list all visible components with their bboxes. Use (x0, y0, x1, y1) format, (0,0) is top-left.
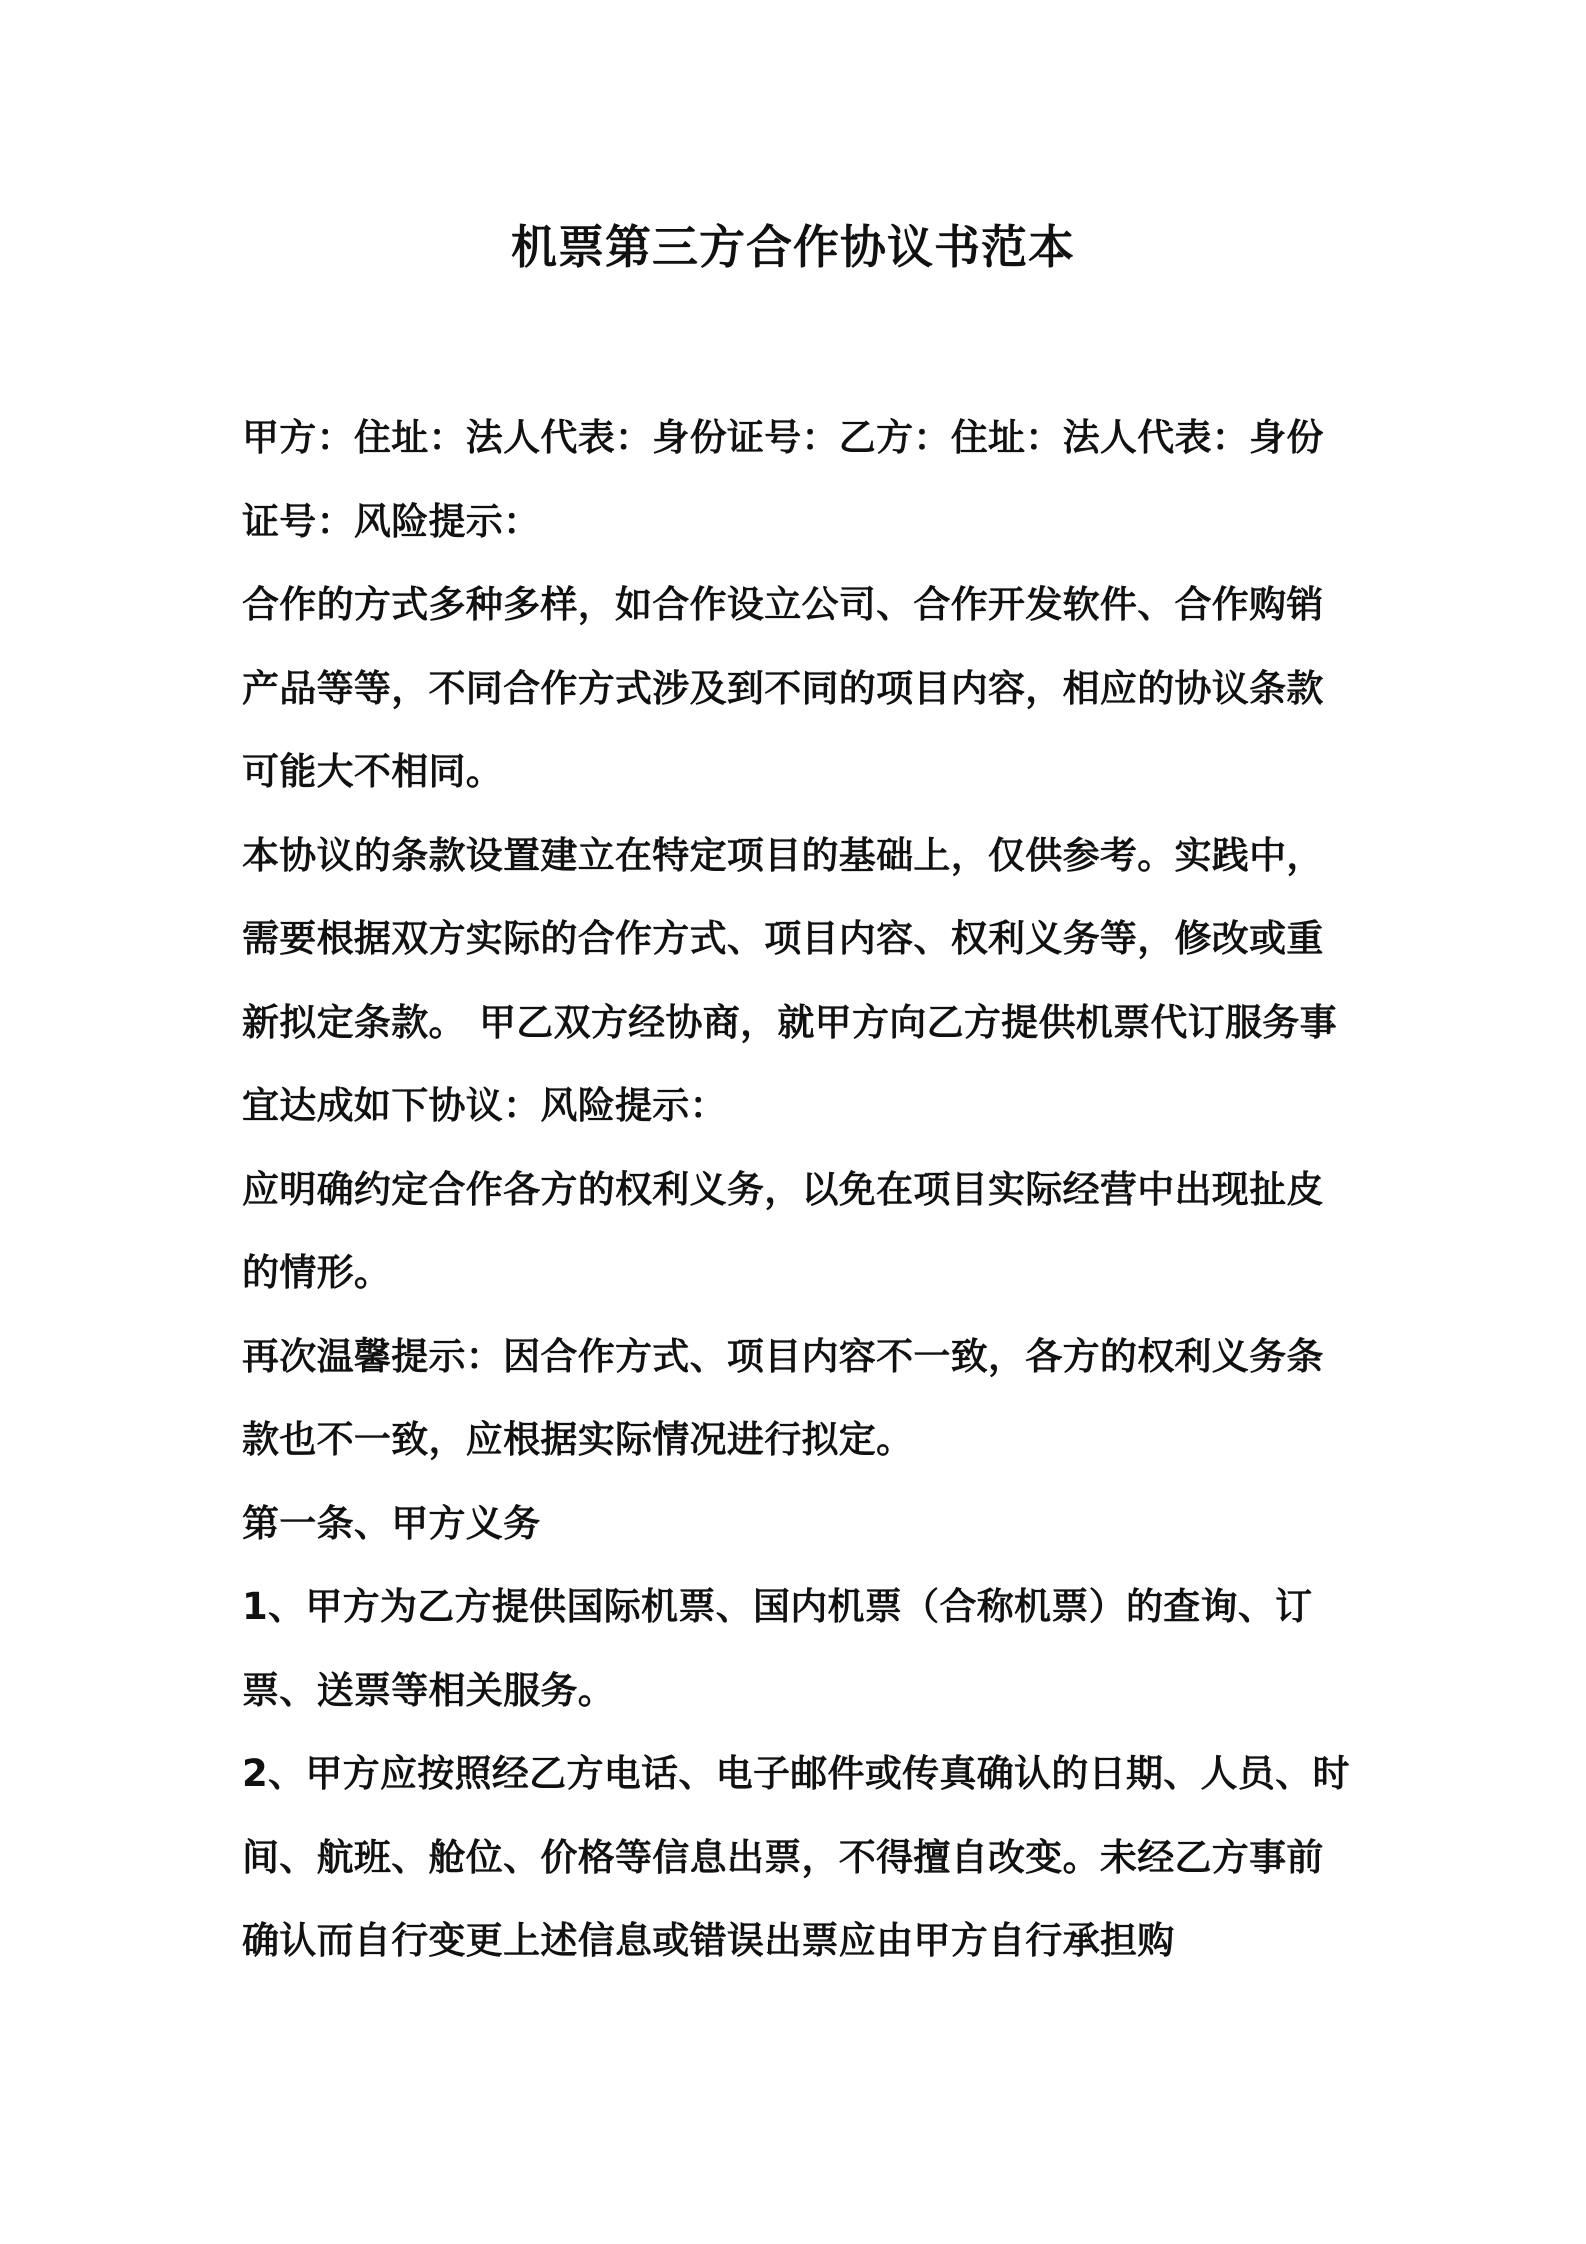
paragraph-cooperation-modes: 合作的方式多种多样，如合作设立公司、合作开发软件、合作购销产品等等，不同合作方式涉及到不同的项目内容，相应的协议条款可能大不相同。 (242, 583, 1324, 793)
paragraph-rights-obligations: 应明确约定合作各方的权利义务，以免在项目实际经营中出现扯皮的情形。 (242, 1167, 1324, 1294)
paragraph-parties: 甲方：住址：法人代表：身份证号：乙方：住址：法人代表：身份证号：风险提示： (242, 416, 1324, 543)
paragraph-reminder: 再次温馨提示：因合作方式、项目内容不一致，各方的权利义务条款也不一致，应根据实际情况进行拟定。 (242, 1334, 1324, 1461)
clause-2: 2、甲方应按照经乙方电话、电子邮件或传真确认的日期、人员、时间、航班、舱位、价格等信息出票，不得擅自改变。未经乙方事前确认而自行变更上述信息或错误出票应由甲方自行承担购 (242, 1752, 1350, 1962)
document-body (242, 396, 1354, 1983)
document-title: 机票第三方合作协议书范本 (511, 220, 1075, 274)
section-heading-party-a-obligations: 第一条、甲方义务 (242, 1501, 541, 1545)
paragraph-agreement-basis: 本协议的条款设置建立在特定项目的基础上，仅供参考。实践中，需要根据双方实际的合作方式、项目内容、权利义务等，修改或重新拟定条款。 甲乙双方经协商，就甲方向乙方提供机票代订服务事宜达成如下协议：风险提示： (242, 833, 1337, 1127)
clause-1: 1、甲方为乙方提供国际机票、国内机票（合称机票）的查询、订票、送票等相关服务。 (242, 1585, 1313, 1712)
